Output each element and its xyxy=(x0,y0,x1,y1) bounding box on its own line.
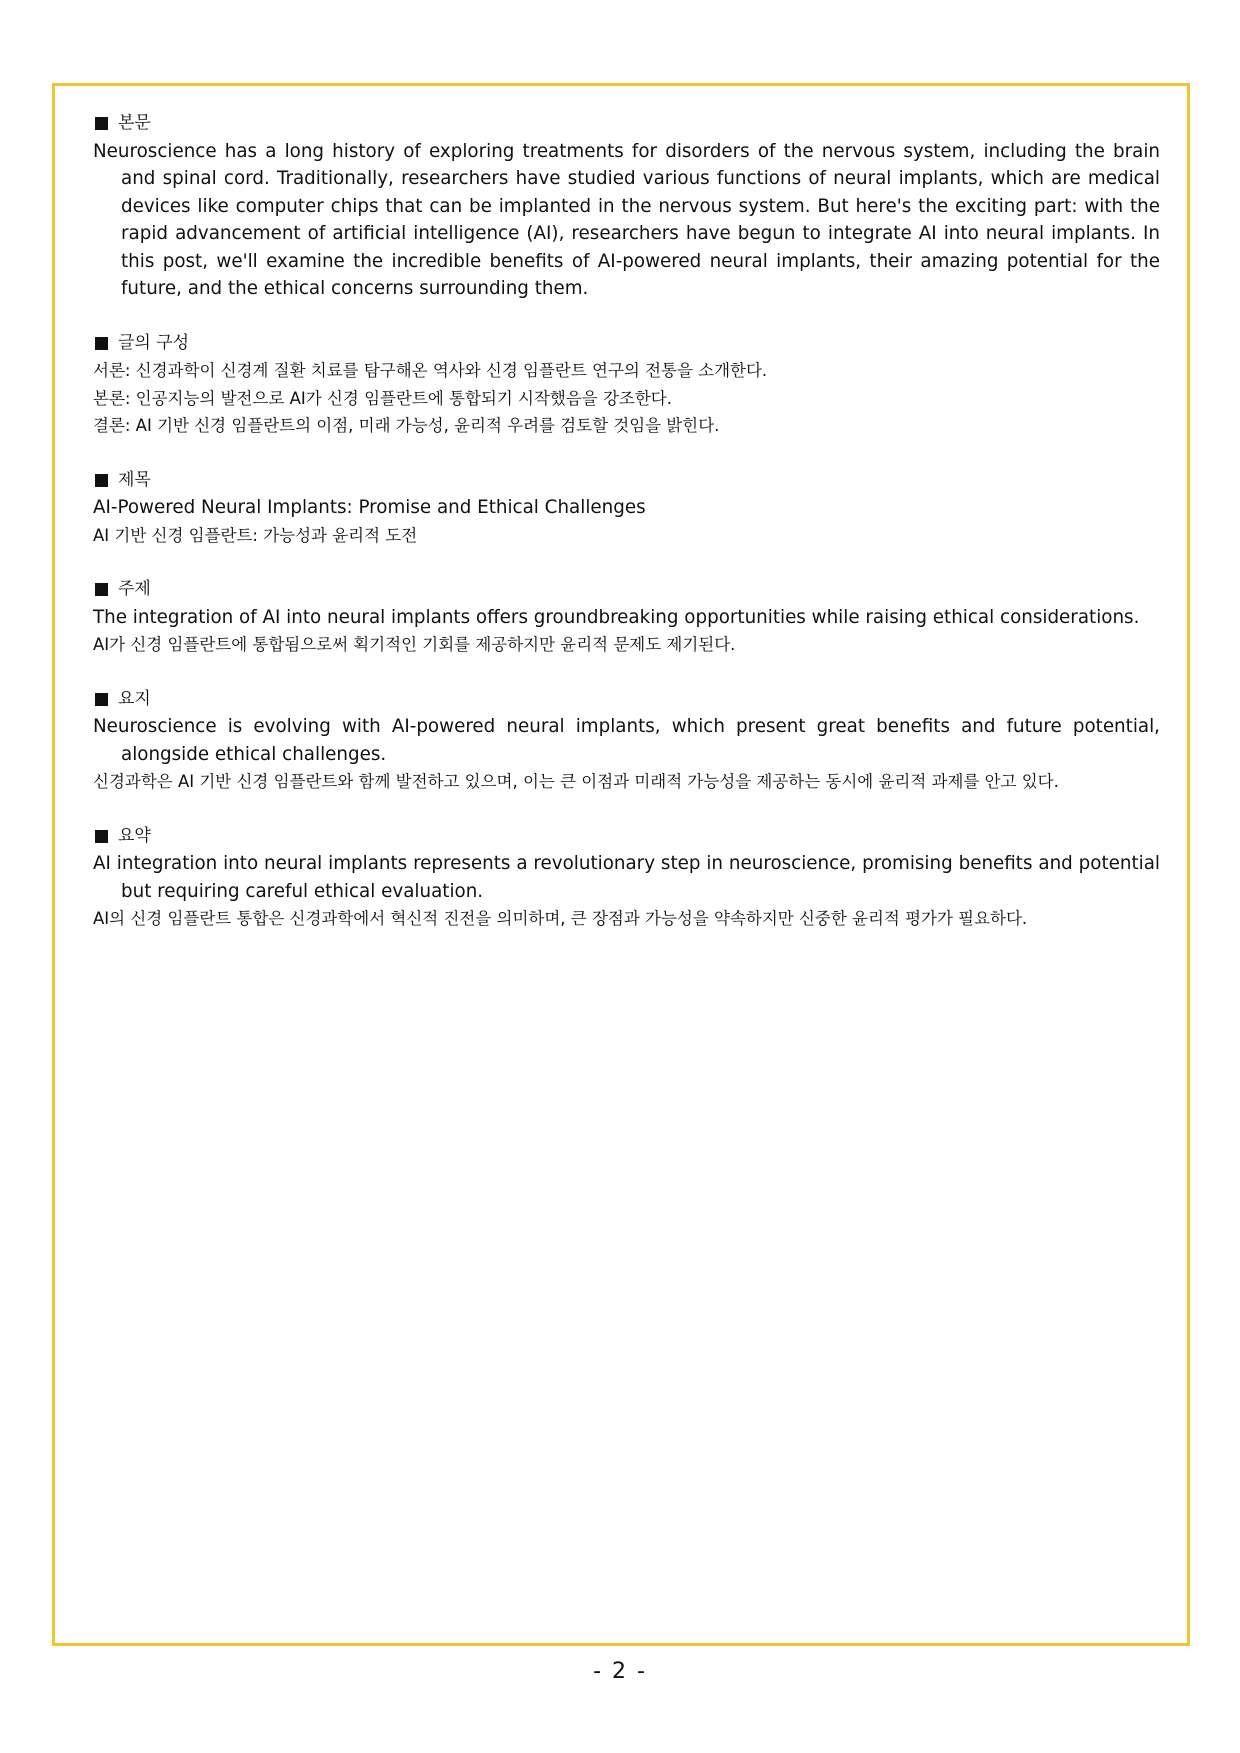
heading-label: 주제 xyxy=(118,579,151,599)
square-bullet-icon xyxy=(95,337,108,350)
document-content xyxy=(93,110,1160,960)
summary-english: AI integration into neural implants represents a revolutionary step in neuroscience, promising benefits and potential but requiring careful ethical evaluation. xyxy=(93,853,1160,902)
section-heading xyxy=(93,823,1160,851)
theme-korean: AI가 신경 임플란트에 통합됨으로써 획기적인 기회를 제공하지만 윤리적 문제도 제기된다. xyxy=(93,635,736,654)
summary-korean: AI의 신경 임플란트 통합은 신경과학에서 혁신적 진전을 의미하며, 큰 장점과 가능성을 약속하지만 신중한 윤리적 평가가 필요하다. xyxy=(93,909,1028,928)
structure-intro-line: 서론: 신경과학이 신경계 질환 치료를 탐구해온 역사와 신경 임플란트 연구의 전통을 소개한다. xyxy=(93,361,768,380)
square-bullet-icon xyxy=(95,693,108,706)
section-heading xyxy=(93,576,1160,604)
heading-label: 요지 xyxy=(118,688,151,709)
structure-conclusion-line: 결론: AI 기반 신경 임플란트의 이점, 미래 가능성, 윤리적 우려를 검토할 것임을 밝힌다. xyxy=(93,416,720,435)
body-section xyxy=(93,110,1160,303)
section-heading xyxy=(93,110,1160,138)
title-section xyxy=(93,467,1160,550)
square-bullet-icon xyxy=(95,474,108,487)
square-bullet-icon xyxy=(95,583,108,596)
title-english: AI-Powered Neural Implants: Promise and Ethical Challenges xyxy=(93,497,646,518)
square-bullet-icon xyxy=(95,830,108,843)
theme-english: The integration of AI into neural implants offers groundbreaking opportunities while raising ethical considerations. xyxy=(93,606,1140,628)
theme-section xyxy=(93,576,1160,659)
section-heading xyxy=(93,330,1160,358)
square-bullet-icon xyxy=(95,117,108,130)
gist-section xyxy=(93,686,1160,796)
heading-label: 본문 xyxy=(118,113,151,133)
heading-label: 글의 구성 xyxy=(118,332,190,353)
body-paragraph: Neuroscience has a long history of exploring treatments for disorders of the nervous system, including the brain and spinal cord. Traditionally, researchers have studied various functions of neural implants, which are medical devices like computer chips that can be implanted in the nervous system. But here's the exciting part: with the rapid advancement of artificial intelligence (AI), researchers have begun to integrate AI into neural implants. In this post, we'll examine the incredible benefits of AI-powered neural implants, their amazing potential for the future, and the ethical concerns surrounding them. xyxy=(93,140,1160,299)
section-heading xyxy=(93,467,1160,495)
gist-english: Neuroscience is evolving with AI-powered neural implants, which present great benefits and future potential, alongside ethical challenges. xyxy=(93,716,1160,765)
heading-label: 요약 xyxy=(118,825,151,846)
gist-korean: 신경과학은 AI 기반 신경 임플란트와 함께 발전하고 있으며, 이는 큰 이점과 미래적 가능성을 제공하는 동시에 윤리적 과제를 안고 있다. xyxy=(93,772,1059,791)
structure-section xyxy=(93,330,1160,440)
section-heading xyxy=(93,686,1160,714)
summary-section xyxy=(93,823,1160,933)
heading-label: 제목 xyxy=(118,469,151,490)
page-number: - 2 - xyxy=(593,1659,647,1684)
structure-body-line: 본론: 인공지능의 발전으로 AI가 신경 임플란트에 통합되기 시작했음을 강조한다. xyxy=(93,388,672,408)
title-korean: AI 기반 신경 임플란트: 가능성과 윤리적 도전 xyxy=(93,525,418,545)
